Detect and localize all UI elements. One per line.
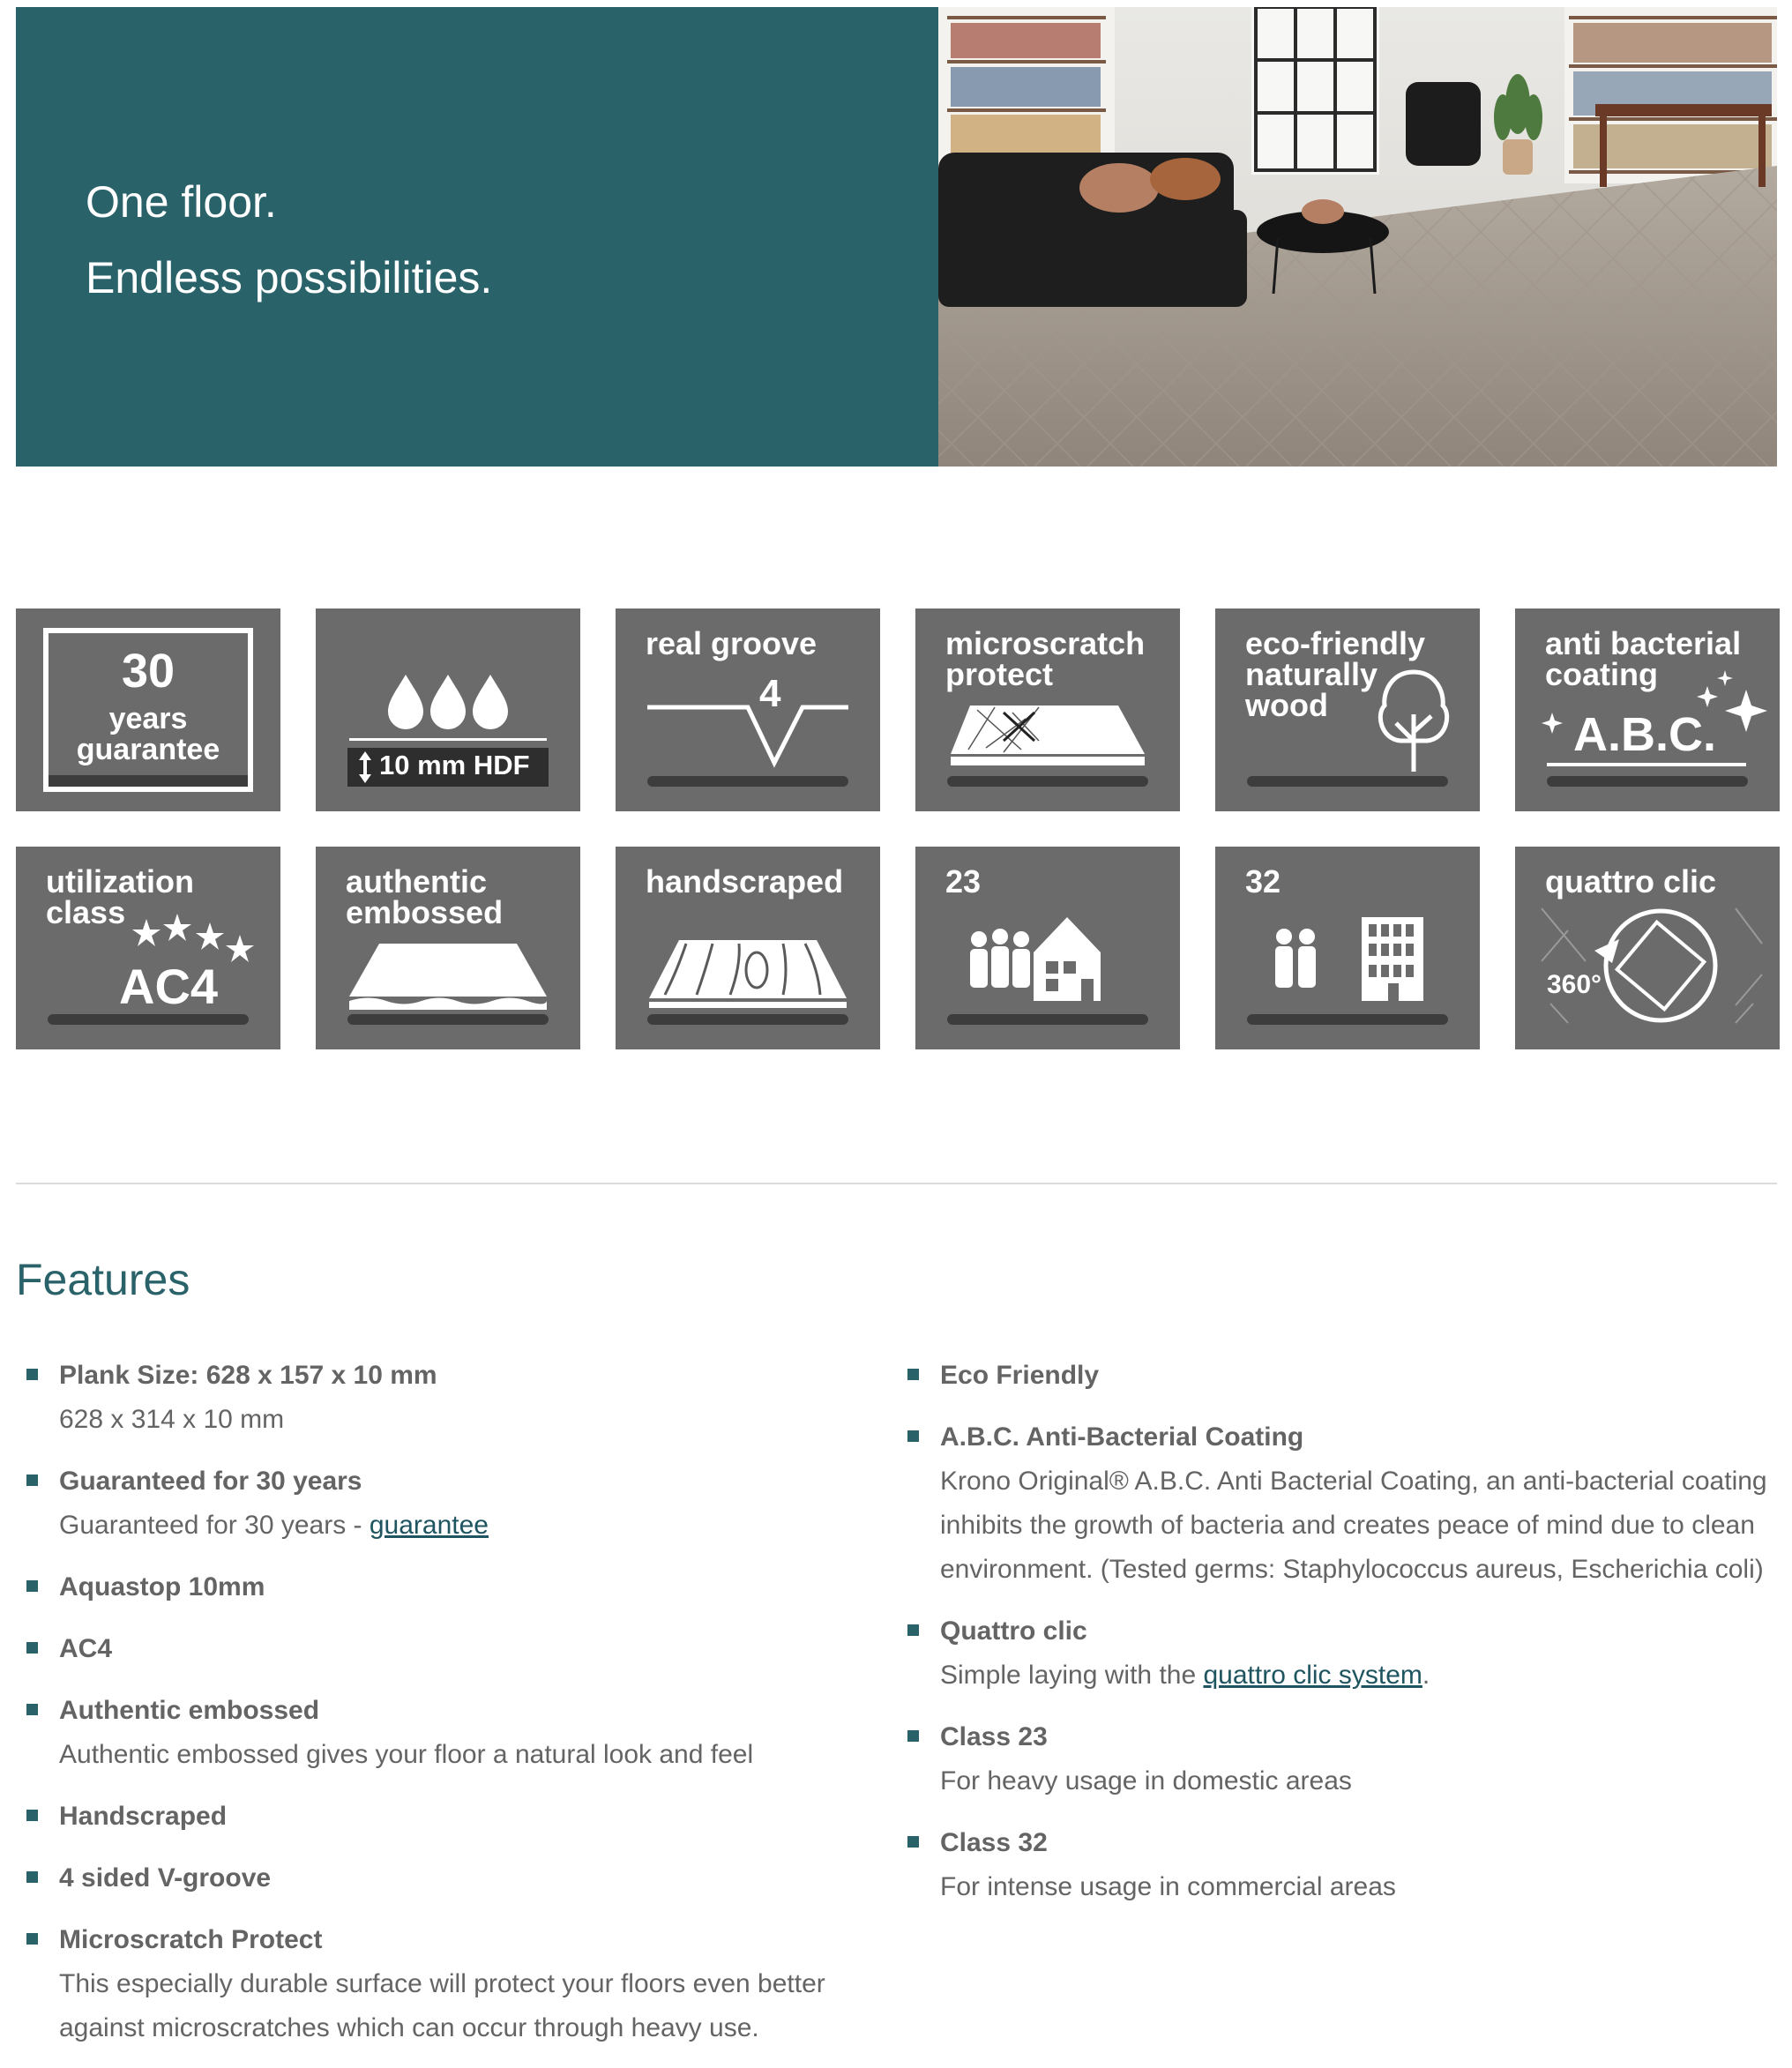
eco-bar xyxy=(1247,776,1448,787)
class23-bar xyxy=(947,1014,1148,1025)
handscraped-label: handscraped xyxy=(646,863,844,900)
feature-title: Class 32 xyxy=(940,1828,1048,1857)
feature-class-23 xyxy=(907,1715,1781,1803)
tile-class-23 xyxy=(915,847,1180,1049)
class32-label: 32 xyxy=(1245,863,1281,900)
feature-title: Plank Size: 628 x 157 x 10 mm xyxy=(59,1361,437,1390)
bullet-icon xyxy=(907,1369,919,1380)
feature-handscraped xyxy=(26,1795,873,1839)
class23-label: 23 xyxy=(945,863,982,900)
hero-photo xyxy=(938,7,1777,467)
bullet-icon xyxy=(26,1580,38,1592)
tile-anti-bacterial-coating xyxy=(1515,608,1780,811)
feature-desc: Authentic embossed gives your floor a natural look and feel xyxy=(59,1740,754,1769)
feature-desc-text: Simple laying with the xyxy=(940,1661,1204,1690)
bullet-icon xyxy=(26,1871,38,1883)
features-list-right xyxy=(907,1354,1781,1927)
ac4-text: AC4 xyxy=(119,959,219,1014)
tile-real-groove xyxy=(616,608,880,811)
groove-label: real groove xyxy=(646,625,818,661)
antibacterial-bar xyxy=(1547,776,1748,787)
feature-microscratch xyxy=(26,1918,873,2050)
bullet-icon xyxy=(26,1369,38,1380)
ac4-label: utilization class xyxy=(46,863,194,930)
feature-title: Guaranteed for 30 years xyxy=(59,1467,362,1496)
quattro-clic-link[interactable]: quattro clic system xyxy=(1203,1661,1422,1690)
microscratch-label: microscratch protect xyxy=(945,625,1146,692)
tile-handscraped xyxy=(616,847,880,1049)
bullet-icon xyxy=(26,1474,38,1486)
feature-plank-size xyxy=(26,1354,873,1442)
feature-abc-coating xyxy=(907,1415,1781,1592)
handscraped-bar xyxy=(647,1014,848,1025)
feature-class-32 xyxy=(907,1821,1781,1909)
feature-desc-suffix: . xyxy=(1422,1661,1430,1690)
feature-quattro-clic xyxy=(907,1609,1781,1698)
feature-ac4 xyxy=(26,1627,873,1671)
hero-headline-line-2: Endless possibilities. xyxy=(86,253,493,302)
feature-desc: For intense usage in commercial areas xyxy=(940,1872,1396,1901)
microscratch-bar xyxy=(947,776,1148,787)
embossed-bar xyxy=(347,1014,549,1025)
guarantee-number: 30 xyxy=(121,645,175,698)
living-room-photo xyxy=(938,7,1777,467)
rotation-360-icon xyxy=(1515,847,1780,1049)
bullet-icon xyxy=(907,1430,919,1442)
antibacterial-label: anti bacterial coating xyxy=(1545,625,1742,692)
feature-title: Aquastop 10mm xyxy=(59,1572,265,1601)
bullet-icon xyxy=(26,1642,38,1654)
bullet-icon xyxy=(907,1624,919,1636)
tile-utilization-class xyxy=(16,847,280,1049)
bullet-icon xyxy=(26,1933,38,1945)
feature-title: Quattro clic xyxy=(940,1616,1087,1646)
tile-class-32 xyxy=(1215,847,1480,1049)
tile-authentic-embossed xyxy=(316,847,580,1049)
tile-eco-friendly xyxy=(1215,608,1480,811)
feature-desc xyxy=(59,1504,873,1548)
class32-bar xyxy=(1247,1014,1448,1025)
ac4-bar xyxy=(48,1014,249,1025)
feature-eco-friendly xyxy=(907,1354,1781,1398)
bullet-icon xyxy=(26,1704,38,1715)
hero-headline-line-1: One floor. xyxy=(86,177,277,227)
feature-desc: This especially durable surface will protect your floors even better against microscratches which can occur through heavy use. xyxy=(59,1969,825,2042)
feature-title: Authentic embossed xyxy=(59,1696,320,1725)
tile-10mm-hdf xyxy=(316,608,580,811)
feature-title: Microscratch Protect xyxy=(59,1925,323,1954)
groove-bar xyxy=(647,776,848,787)
section-divider xyxy=(16,1183,1777,1184)
feature-desc xyxy=(940,1654,1781,1698)
feature-guarantee xyxy=(26,1460,873,1548)
guarantee-text: years guarantee xyxy=(76,702,220,766)
eco-label: eco-friendly naturally wood xyxy=(1245,625,1426,723)
bullet-icon xyxy=(907,1836,919,1848)
features-list-left xyxy=(26,1354,873,2068)
feature-title: A.B.C. Anti-Bacterial Coating xyxy=(940,1422,1304,1452)
abc-text: A.B.C. xyxy=(1573,708,1716,761)
quattro-label: quattro clic xyxy=(1545,863,1717,900)
embossed-label: authentic embossed xyxy=(346,863,504,930)
feature-title: Handscraped xyxy=(59,1802,228,1831)
hero-banner xyxy=(16,7,1777,467)
feature-title: Class 23 xyxy=(940,1722,1048,1751)
hdf-label: 10 mm HDF xyxy=(379,750,530,780)
feature-desc: Krono Original® A.B.C. Anti Bacterial Coating, an anti-bacterial coating inhibits the growth of bacteria and creates peace of mind due to clean environment. (Tested germs: Staphylococcus aureus, Escherichia coli) xyxy=(940,1467,1767,1584)
feature-desc: 628 x 314 x 10 mm xyxy=(59,1405,285,1434)
tile-30-years-guarantee xyxy=(16,608,280,811)
feature-v-groove xyxy=(26,1856,873,1900)
bullet-icon xyxy=(26,1810,38,1821)
quattro-360-text: 360° xyxy=(1547,970,1602,999)
feature-title: Eco Friendly xyxy=(940,1361,1100,1390)
bullet-icon xyxy=(907,1730,919,1742)
feature-title: AC4 xyxy=(59,1634,113,1663)
feature-desc-text: Guaranteed for 30 years - xyxy=(59,1511,370,1540)
features-title: Features xyxy=(16,1255,190,1304)
feature-title: 4 sided V-groove xyxy=(59,1863,272,1893)
hero-text-panel xyxy=(16,7,938,467)
feature-authentic-embossed xyxy=(26,1689,873,1777)
groove-number: 4 xyxy=(759,672,781,715)
tile-quattro-clic xyxy=(1515,847,1780,1049)
feature-aquastop xyxy=(26,1565,873,1609)
tile-microscratch-protect xyxy=(915,608,1180,811)
guarantee-link[interactable]: guarantee xyxy=(369,1511,489,1540)
feature-desc: For heavy usage in domestic areas xyxy=(940,1766,1352,1796)
